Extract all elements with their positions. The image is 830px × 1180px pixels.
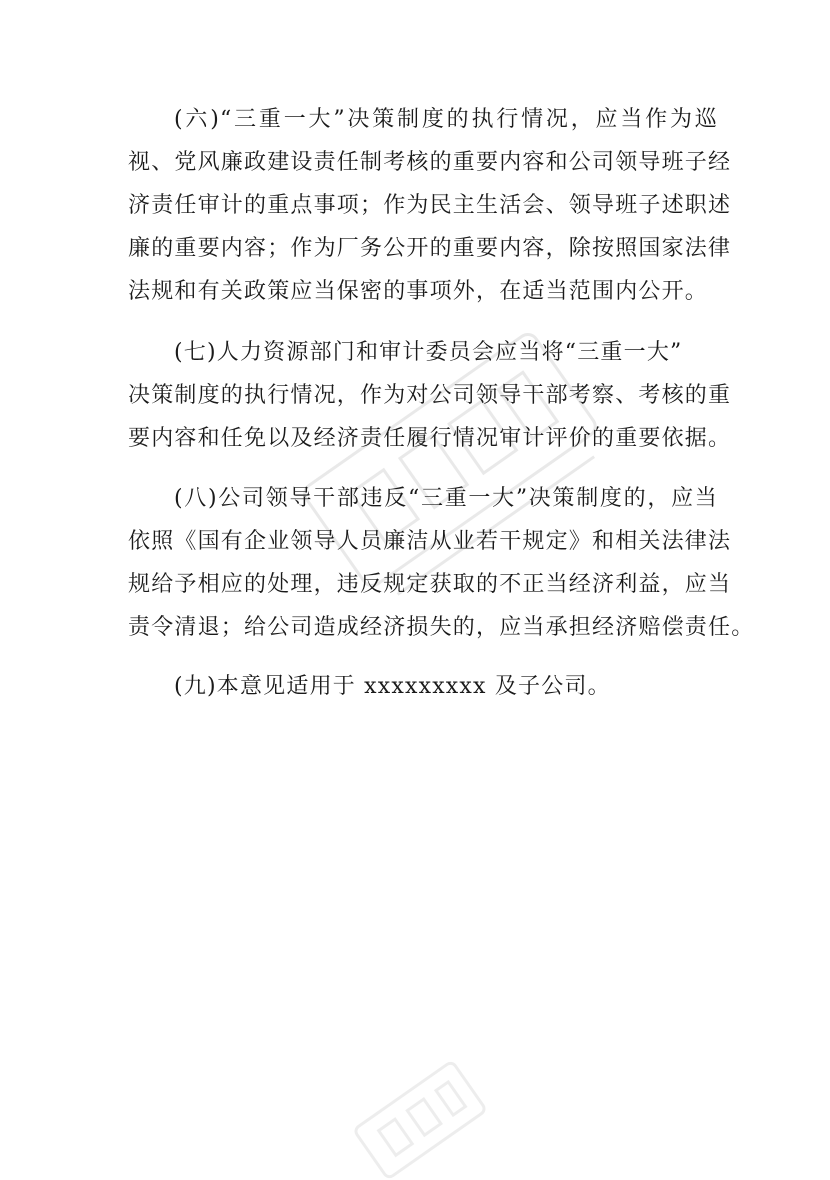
paragraph-7-line-2: 决策制度的执行情况，作为对公司领导干部考察、考核的重 (128, 383, 732, 408)
paragraph-7-line-1: (七)人力资源部门和审计委员会应当将“三重一大” (174, 340, 683, 365)
paragraph-8-line-3: 规给予相应的处理，违反规定获取的不正当经济利益，应当 (128, 572, 732, 597)
paragraph-7-line-3: 要内容和任免以及经济责任履行情况审计评价的重要依据。 (128, 426, 732, 451)
paragraph-6-line-5: 法规和有关政策应当保密的事项外，在适当范围内公开。 (128, 279, 709, 304)
watermark-bottom (330, 1060, 510, 1180)
paragraph-6-line-4: 廉的重要内容；作为厂务公开的重要内容，除按照国家法律 (128, 236, 732, 261)
paragraph-8-line-1: (八)公司领导干部违反“三重一大”决策制度的，应当 (174, 486, 718, 511)
watermark (240, 250, 660, 670)
paragraph-9-line-1: (九)本意见适用于 xxxxxxxxx 及子公司。 (174, 674, 611, 699)
paragraph-6-line-3: 济责任审计的重点事项；作为民主生活会、领导班子述职述 (128, 193, 732, 218)
paragraph-8-line-4: 责令清退；给公司造成经济损失的，应当承担经济赔偿责任。 (128, 615, 755, 640)
paragraph-6-line-2: 视、党风廉政建设责任制考核的重要内容和公司领导班子经 (128, 150, 732, 175)
paragraph-6-line-1: (六)“三重一大”决策制度的执行情况，应当作为巡 (174, 107, 718, 132)
paragraph-8-line-2: 依照《国有企业领导人员廉洁从业若干规定》和相关法律法 (128, 529, 732, 554)
